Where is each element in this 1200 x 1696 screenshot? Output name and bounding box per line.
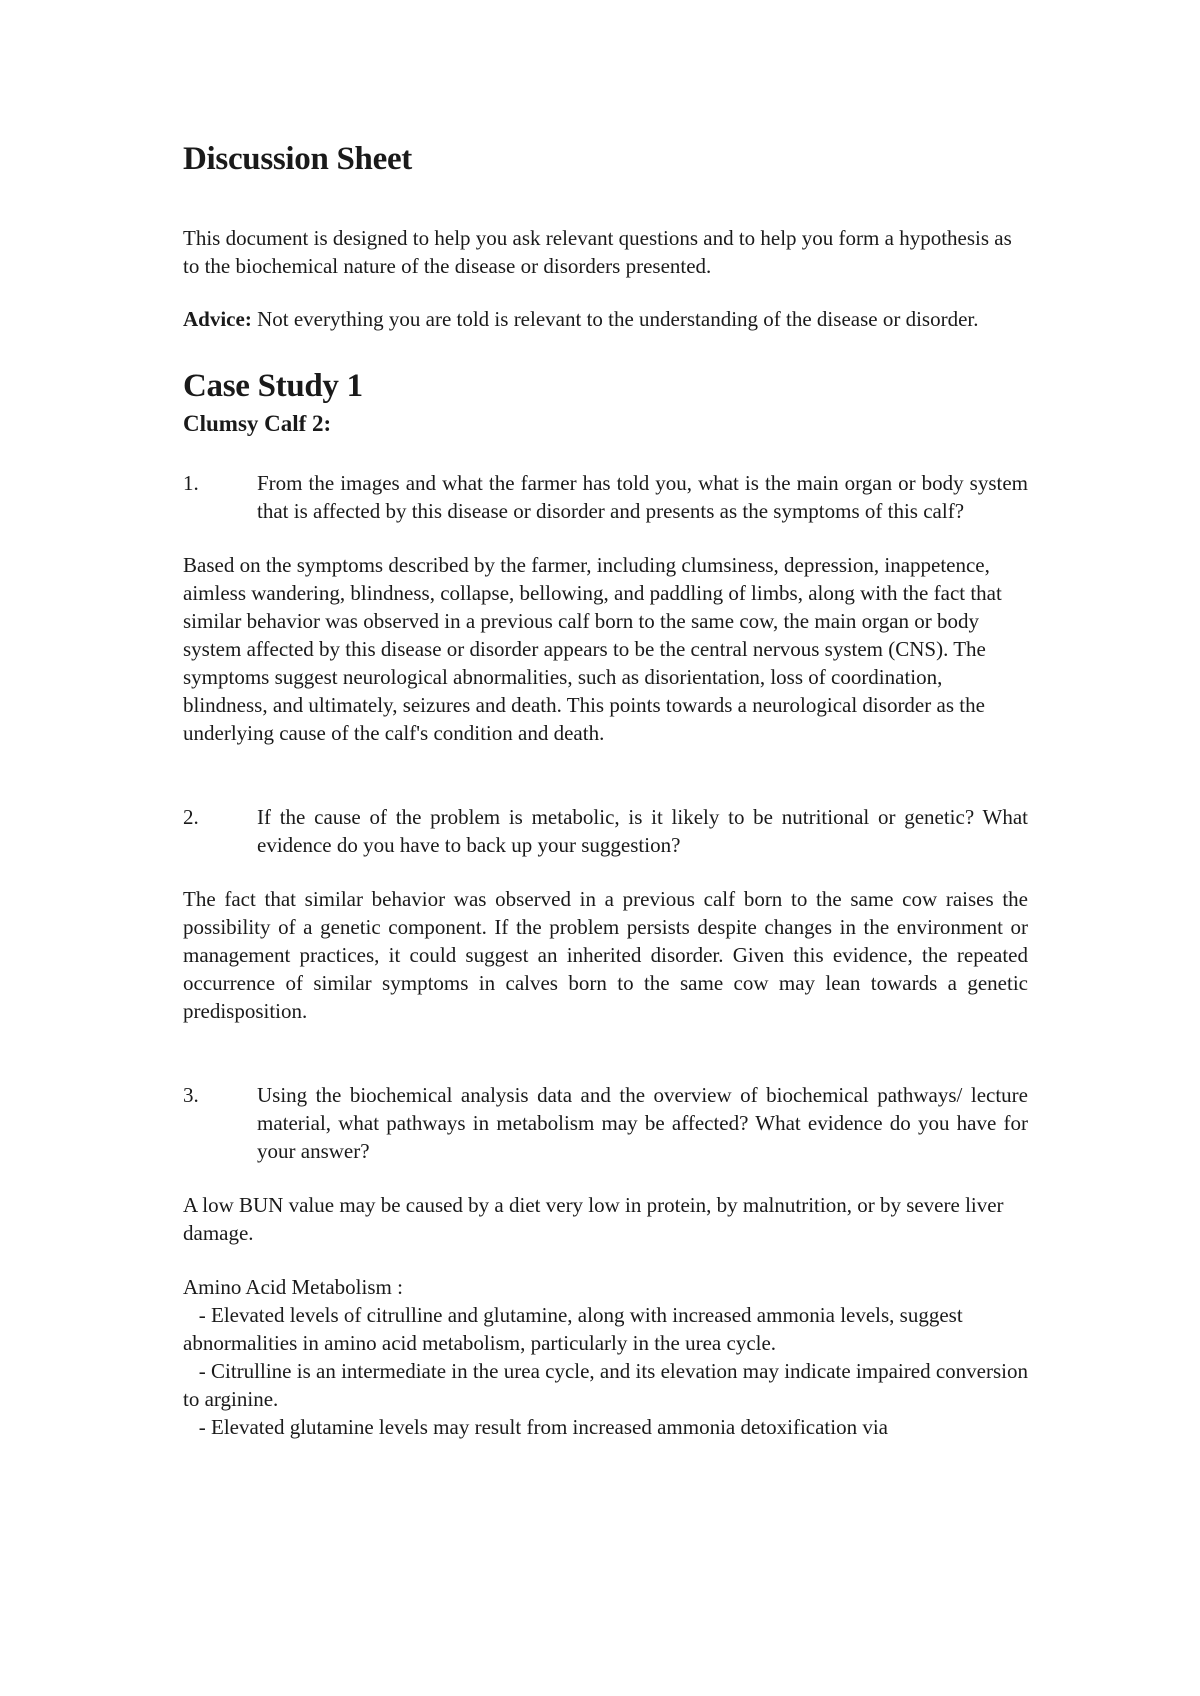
advice-paragraph bbox=[183, 305, 1028, 333]
case-title: Case Study 1 bbox=[183, 367, 363, 404]
document-title: Discussion Sheet bbox=[183, 141, 412, 177]
amino-acid-point: - Elevated glutamine levels may result from increased ammonia detoxification via bbox=[183, 1415, 889, 1440]
case-subtitle: Clumsy Calf 2: bbox=[183, 411, 332, 437]
answer-3: A low BUN value may be caused by a diet very low in protein, by malnutrition, or by severe liver damage. bbox=[183, 1193, 1004, 1246]
question-number: 3. bbox=[183, 1083, 199, 1108]
amino-acid-point: - Elevated levels of citrulline and glutamine, along with increased ammonia levels, suggest abnormalities in amino acid metabolism, particularly in the urea cycle. bbox=[183, 1303, 968, 1356]
question-number: 2. bbox=[183, 805, 199, 830]
question-1 bbox=[183, 469, 1028, 525]
question-text: If the cause of the problem is metabolic, is it likely to be nutritional or genetic? What evidence do you have to back up your suggestion? bbox=[257, 805, 1028, 858]
amino-acid-heading: Amino Acid Metabolism : bbox=[183, 1275, 403, 1300]
intro-paragraph: This document is designed to help you ask relevant questions and to help you form a hypothesis as to the biochemical nature of the disease or disorders presented. bbox=[183, 225, 1012, 278]
question-number: 1. bbox=[183, 471, 199, 496]
document-page bbox=[183, 140, 1034, 1441]
answer-2: The fact that similar behavior was observed in a previous calf born to the same cow raises the possibility of a genetic component. If the problem persists despite changes in the environment or management practices, it could suggest an inherited disorder. Given this evidence, the repeated occurrence of similar symptoms in calves born to the same cow may lean towards a genetic predisposition. bbox=[183, 887, 1028, 1024]
question-2 bbox=[183, 803, 1028, 859]
advice-label: Advice: bbox=[183, 306, 252, 331]
question-text: Using the biochemical analysis data and the overview of biochemical pathways/ lecture material, what pathways in metabolism may be affected? What evidence do you have for your answer? bbox=[257, 1083, 1028, 1164]
question-3 bbox=[183, 1081, 1028, 1165]
advice-text: Not everything you are told is relevant to the understanding of the disease or disorder. bbox=[251, 306, 979, 331]
amino-acid-point: - Citrulline is an intermediate in the urea cycle, and its elevation may indicate impaired conversion to arginine. bbox=[183, 1359, 1034, 1412]
question-text: From the images and what the farmer has told you, what is the main organ or body system that is affected by this disease or disorder and presents as the symptoms of this calf? bbox=[257, 471, 1028, 524]
answer-1: Based on the symptoms described by the farmer, including clumsiness, depression, inappetence, aimless wandering, blindness, collapse, bellowing, and paddling of limbs, along with the fact that similar behavior was observed in a previous calf born to the same cow, the main organ or body system affected by this disease or disorder appears to be the central nervous system (CNS). The symptoms suggest neurological abnormalities, such as disorientation, loss of coordination, blindness, and ultimately, seizures and death. This points towards a neurological disorder as the underlying cause of the calf's condition and death. bbox=[183, 553, 1002, 746]
